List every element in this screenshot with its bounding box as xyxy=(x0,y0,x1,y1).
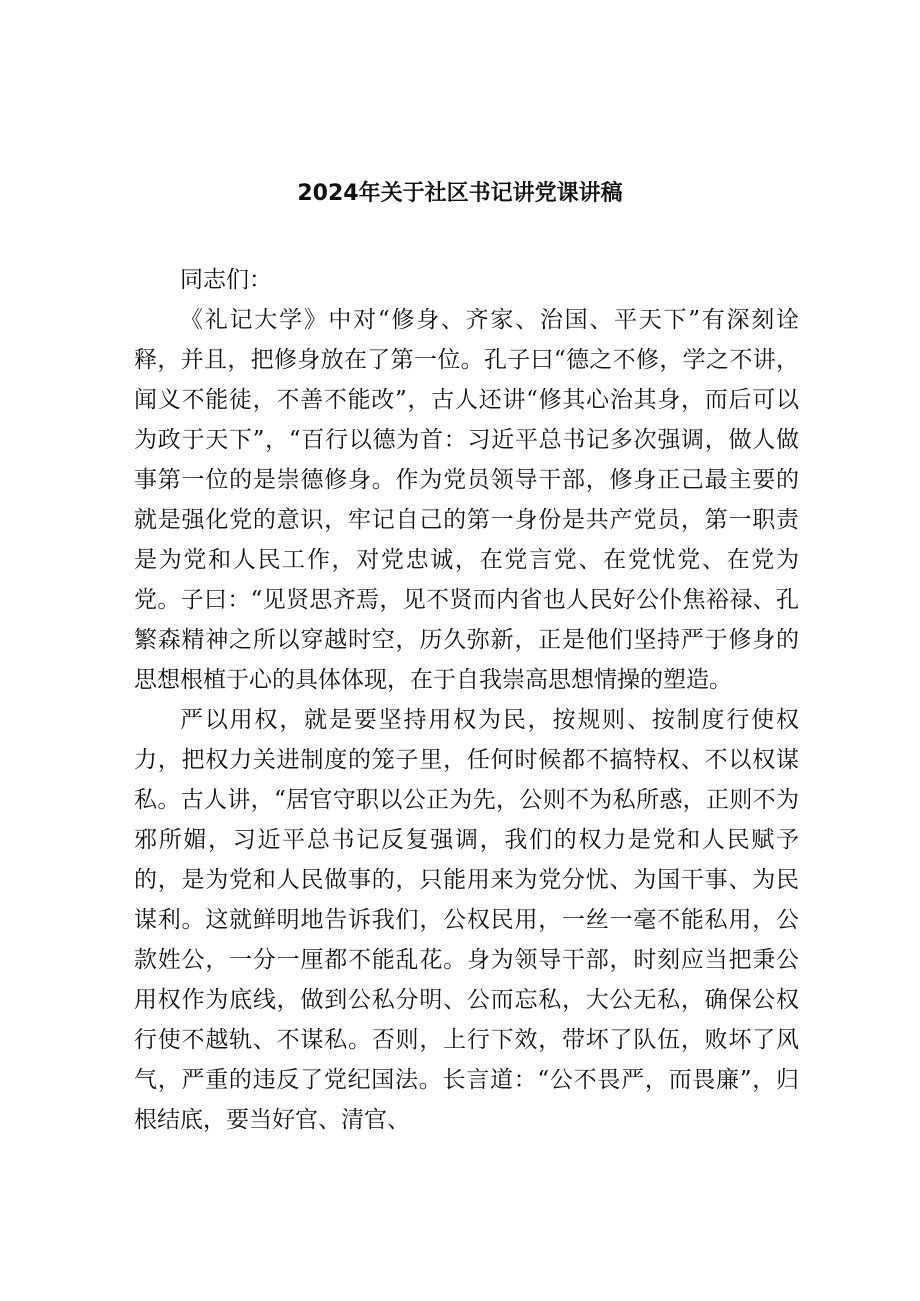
document-body xyxy=(134,260,799,1140)
paragraph-self-cultivation: 《礼记大学》中对“修身、齐家、治国、平天下”有深刻诠释，并且，把修身放在了第一位。孔子曰“德之不修，学之不讲，闻义不能徒，不善不能改”，古人还讲“修其心治其身，而后可以为政于天下”，“百行以德为首：习近平总书记多次强调，做人做事第一位的是崇德修身。作为党员领导干部，修身正己最主要的就是强化党的意识，牢记自己的第一身份是共产党员，第一职责是为党和人民工作，对党忠诚，在党言党、在党忧党、在党为党。子曰：“见贤思齐焉，见不贤而内省也人民好公仆焦裕禄、孔繁森精神之所以穿越时空，历久弥新，正是他们坚持严于修身的思想根植于心的具体体现，在于自我崇高思想情操的塑造。 xyxy=(134,307,799,693)
greeting-line: 同志们： xyxy=(180,267,272,293)
document-title: 2024年关于社区书记讲党课讲稿 xyxy=(297,181,623,206)
paragraph-use-of-power: 严以用权，就是要坚持用权为民，按规则、按制度行使权力，把权力关进制度的笼子里，任何时候都不搞特权、不以权谋私。古人讲，“居官守职以公正为先，公则不为私所惑，正则不为邪所媚，习近平总书记反复强调，我们的权力是党和人民赋予的，是为党和人民做事的，只能用来为党分忧、为国干事、为民谋利。这就鲜明地告诉我们，公权民用，一丝一毫不能私用，公款姓公，一分一厘都不能乱花。身为领导干部，时刻应当把秉公用权作为底线，做到公私分明、公而忘私，大公无私，确保公权行使不越轨、不谋私。否则，上行下效，带坏了队伍，败坏了风气，严重的违反了党纪国法。长言道：“公不畏严，而畏廉”，归根结底，要当好官、清官、 xyxy=(134,707,799,1133)
